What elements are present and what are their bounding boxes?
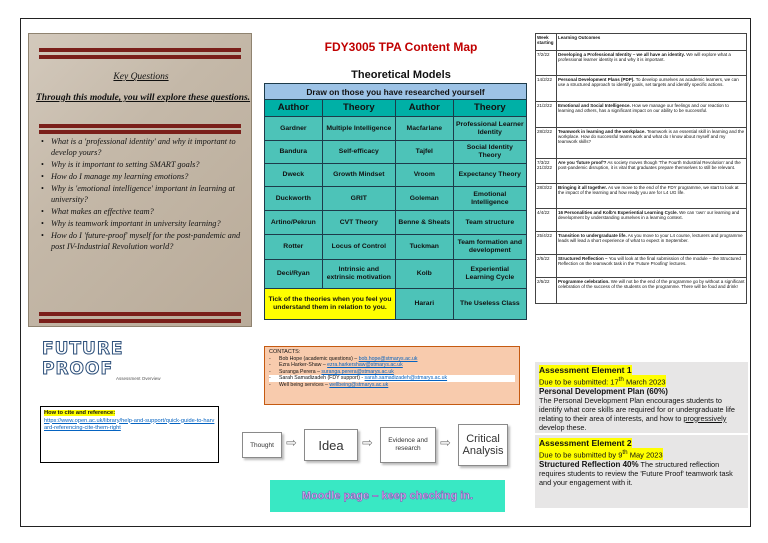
theory-cell: Expectancy Theory [453, 164, 526, 187]
assessment-description: The Personal Development Plan encourages students to identify what core skills are required for or undergraduate life relating to their area of interests, and how to progressively develop these. [539, 395, 735, 432]
table-row [265, 141, 527, 164]
outcome-cell: Developing a Professional Identity – we all have an identity. We will explore what a professional learner identity is and why it is important. [557, 51, 747, 76]
table-row [265, 289, 527, 320]
key-questions-list [51, 136, 247, 253]
column-header: Author [395, 100, 453, 117]
outcome-cell: Personal Development Plans (PDP). To develop ourselves as academic learners, we can use a structured approach to identify goals, set targets and identify specific actions. [557, 76, 747, 102]
theory-cell: Team structure [453, 211, 526, 235]
author-cell: Benne & Sheats [395, 211, 453, 235]
page-title: FDY3005 TPA Content Map [324, 40, 478, 54]
assessment-description: Structured Reflection 40% The structured reflection requires students to review the 'Future Proof' teamwork task and your engagement with it. [539, 459, 733, 487]
divider-bar [39, 48, 241, 52]
table-row [536, 255, 747, 278]
week-cell: 21/2/22 [536, 102, 557, 128]
arrow-icon: ⇨ [440, 435, 451, 450]
week-cell: 25/4/22 [536, 232, 557, 255]
email-link[interactable]: bob.hope@stmarys.ac.uk [358, 355, 418, 362]
table-row [536, 51, 747, 76]
column-header: Author [265, 100, 323, 117]
week-cell: 7/3/22 21/3/22 [536, 159, 557, 184]
tick-note: Tick of the theories when you feel you understand them in relation to you. [265, 289, 396, 320]
table-row [265, 211, 527, 235]
list-item: • How do I manage my learning emotions? [51, 171, 247, 182]
list-item: • What makes an effective team? [51, 206, 247, 217]
author-cell: Harari [395, 289, 453, 320]
outcome-cell: Programme celebration. We will not be the end of the programme go by without a significant celebration of the success of the students on the programme. There will be food and drink! [557, 278, 747, 304]
assessment-heading: Assessment Element 1 [539, 365, 632, 375]
author-cell: Rotter [265, 235, 323, 260]
author-cell: Dweck [265, 164, 323, 187]
models-heading: Theoretical Models [351, 69, 451, 81]
due-date: Due to be submitted: 17th March 2023 [539, 376, 666, 387]
table-row [536, 209, 747, 232]
author-cell: Gardner [265, 117, 323, 141]
outcome-cell: 16 Personalities and Kolb's Experiential Learning Cycle. We can 'own' our learning and development by understanding ourselves in a learning context. [557, 209, 747, 232]
contacts-heading: CONTACTS: [269, 349, 301, 355]
email-link[interactable]: ezra.harkershaw@stmarys.ac.uk [327, 362, 403, 369]
list-item: • Why is 'emotional intelligence' important in learning at university? [51, 183, 247, 205]
table-row [536, 128, 747, 159]
column-header: Learning Outcomes [557, 34, 747, 51]
theory-cell: Team formation and development [453, 235, 526, 260]
moodle-text: Moodle page – keep checking in. [301, 490, 474, 502]
models-banner: Draw on those you have researched yourself [265, 84, 527, 100]
table-row [536, 278, 747, 304]
flow-step-critical-analysis: Critical Analysis [458, 424, 508, 466]
flow-step-thought: Thought [242, 432, 282, 458]
table-row [536, 159, 747, 184]
due-date: Due to be submitted by 9th May 2023 [539, 449, 663, 460]
email-link[interactable]: sarah.samadizadeh@stmarys.ac.uk [364, 375, 448, 382]
moodle-banner [270, 480, 505, 512]
author-cell: Macfarlane [395, 117, 453, 141]
table-row [265, 260, 527, 289]
column-header: Theory [322, 100, 395, 117]
theory-cell: Multiple Intelligence [322, 117, 395, 141]
theory-cell: Professional Learner Identity [453, 117, 526, 141]
logo-text: FUTURE PROOF [42, 339, 124, 379]
key-questions-heading: Key Questions [113, 72, 169, 82]
week-cell: 4/4/22 [536, 209, 557, 232]
contact-line: - Suranga Perera – suranga.perera@stmarys.ac.uk [269, 369, 515, 376]
table-row [536, 102, 747, 128]
outcome-cell: Emotional and Social Intelligence. How we manage our feelings and our reaction to learning and others, has a significant impact on our ability to be successful. [557, 102, 747, 128]
column-header: Theory [453, 100, 526, 117]
outcome-cell: Bringing it all together. As we move to the end of the FDY programme, we start to look at the impact of the learning and how ready you are for L4 UG life. [557, 184, 747, 209]
email-link[interactable]: wellbeing@stmarys.ac.uk [329, 381, 389, 388]
author-cell: Tajfel [395, 141, 453, 164]
theory-cell: The Useless Class [453, 289, 526, 320]
week-cell: 7/2/22 [536, 51, 557, 76]
table-row [536, 232, 747, 255]
outcome-cell: Structured Reflection – You will look at the final submission of the module – the Structured Reflection on the teamwork task in the 'Future Proofing' lectures. [557, 255, 747, 278]
outcome-cell: Are you 'future proof'? As society moves though 'The Fourth Industrial Revolution' and the post-pandemic disruption, it is vital that graduates prepare themselves to still be relevant. [557, 159, 747, 184]
arrow-icon: ⇨ [362, 435, 373, 450]
list-item: • What is a 'professional identity' and why it important to develop yours? [51, 136, 247, 158]
schedule-table [535, 33, 747, 304]
key-questions-intro: Through this module, you will explore these questions. [36, 93, 251, 103]
author-cell: Goleman [395, 187, 453, 211]
author-cell: Deci/Ryan [265, 260, 323, 289]
table-row [265, 187, 527, 211]
author-cell: Tuckman [395, 235, 453, 260]
week-cell: 2/5/22 [536, 278, 557, 304]
arrow-icon: ⇨ [286, 435, 297, 450]
theory-cell: Experiential Learning Cycle [453, 260, 526, 289]
theory-cell: Social Identity Theory [453, 141, 526, 164]
table-row [265, 235, 527, 260]
citation-label: How to cite and reference: [44, 410, 116, 416]
table-row [265, 117, 527, 141]
contact-line: - Ezra Harker-Shaw – ezra.harkershaw@stmarys.ac.uk [269, 362, 515, 369]
divider-bar [39, 55, 241, 59]
logo-caption: Assessment Overview [116, 376, 161, 381]
week-cell: 28/2/22 [536, 128, 557, 159]
theory-cell: GRIT [322, 187, 395, 211]
divider-bar [39, 319, 241, 323]
theory-cell: Growth Mindset [322, 164, 395, 187]
column-header: Week starting [536, 34, 557, 51]
author-cell: Artino/Pekrun [265, 211, 323, 235]
week-cell: 28/3/22 [536, 184, 557, 209]
theory-cell: Intrinsic and extrinsic motivation [322, 260, 395, 289]
theory-cell: CVT Theory [322, 211, 395, 235]
list-item: • Why is it important to setting SMART goals? [51, 159, 247, 170]
divider-bar [39, 312, 241, 316]
assessment-title: Personal Development Plan (60%) [539, 386, 668, 396]
author-cell: Kolb [395, 260, 453, 289]
table-row [536, 184, 747, 209]
contact-line: - Bob Hope (academic questions) – bob.hope@stmarys.ac.uk [269, 356, 515, 363]
list-item: • How do I 'future-proof' myself for the post-pandemic and post IV-Industrial Revolution world? [51, 230, 247, 252]
future-proof-logo [42, 339, 192, 381]
divider-bar [39, 130, 241, 134]
assessment-element-2 [535, 435, 748, 508]
citation-link[interactable]: https://www.open.ac.uk/library/help-and-support/quick-guide-to-harvard-referencing-cite-them-right [44, 417, 215, 431]
models-table [264, 83, 527, 320]
table-row [536, 76, 747, 102]
theory-cell: Self-efficacy [322, 141, 395, 164]
critical-thinking-flow [238, 424, 508, 468]
outcome-cell: Transition to undergraduate life. As you move to your L4 course, lecturers and programme leads will lead a short experience of what to expect in September. [557, 232, 747, 255]
flow-step-idea: Idea [304, 429, 358, 461]
assessment-element-1 [535, 362, 748, 433]
key-questions-panel [28, 33, 252, 327]
week-cell: 2/5/22 [536, 255, 557, 278]
table-row [265, 164, 527, 187]
theory-cell: Locus of Control [322, 235, 395, 260]
author-cell: Bandura [265, 141, 323, 164]
list-item: • Why is teamwork important in university learning? [51, 218, 247, 229]
flow-step-evidence: Evidence and research [380, 427, 436, 463]
contacts-box [264, 346, 520, 405]
contact-line: - Sarah Samadizadeh (FDY support) - sarah.samadizadeh@stmarys.ac.uk [269, 375, 515, 382]
email-link[interactable]: suranga.perera@stmarys.ac.uk [321, 368, 394, 375]
author-cell: Vroom [395, 164, 453, 187]
theory-cell: Emotional Intelligence [453, 187, 526, 211]
outcome-cell: Teamwork in learning and the workplace. Teamwork is an essential skill in learning and the workplace. How do successful teams work and what do I know about myself and my teamwork skills? [557, 128, 747, 159]
week-cell: 14/2/22 [536, 76, 557, 102]
author-cell: Duckworth [265, 187, 323, 211]
citation-box [40, 406, 219, 463]
assessment-heading: Assessment Element 2 [539, 438, 632, 448]
divider-bar [39, 124, 241, 128]
contact-line: - Well being services – wellbeing@stmarys.ac.uk [269, 382, 515, 389]
